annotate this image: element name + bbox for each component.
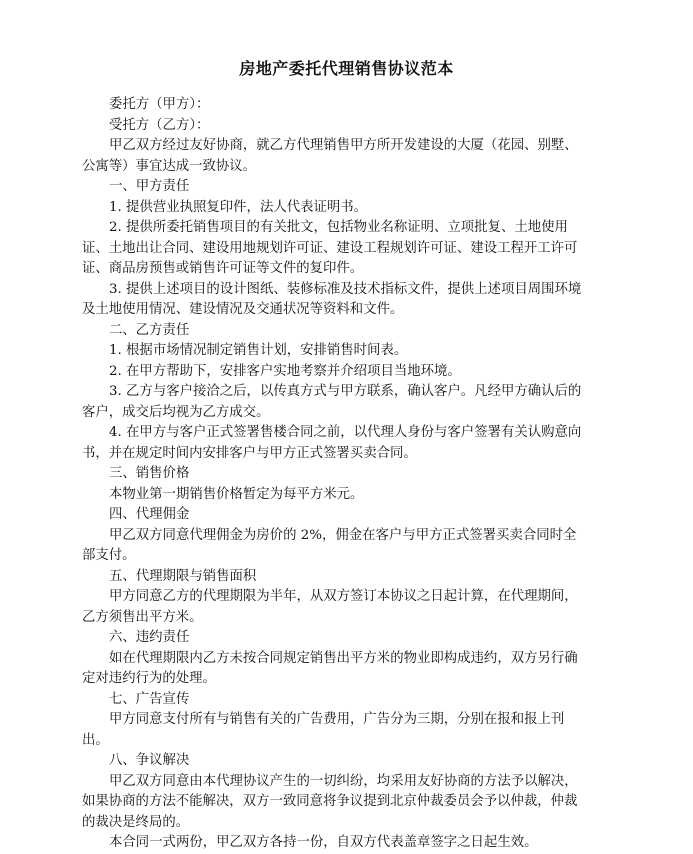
paragraph-effective: 本合同一式两份，甲乙双方各持一份，自双方代表盖章签字之日起生效。 (109, 835, 538, 850)
list-item: 2. 在甲方帮助下，安排客户实地考察并介绍项目当地环境。 (109, 363, 461, 379)
document-title: 房地产委托代理销售协议范本 (239, 59, 454, 78)
list-item: 3. 乙方与客户接洽之后，以传真方式与甲方联系，确认客户。凡经甲方确认后的客户，成交后均视为乙方成交。 (82, 384, 582, 420)
list-item: 1. 根据市场情况制定销售计划，安排销售时间表。 (109, 343, 408, 358)
paragraph-client: 委托方（甲方）： (109, 97, 210, 112)
paragraph-dispute: 甲乙双方同意由本代理协议产生的一切纠纷，均采用友好协商的方法予以解决，如果协商的方法不能解决，双方一致同意将争议提到北京仲裁委员会予以仲裁，仲裁的裁决是终局的。 (82, 773, 578, 830)
list-item: 4. 在甲方与客户正式签署售楼合同之前，以代理人身份与客户签署有关认购意向书，并在规定时间内安排客户与甲方正式签署买卖合同。 (82, 425, 582, 461)
section-heading-price: 三、销售价格 (109, 466, 190, 481)
list-item: 3. 提供上述项目的设计图纸、装修标准及技术指标文件，提供上述项目周围环境及土地使用情况、建设情况及交通状况等资料和文件。 (82, 281, 582, 317)
section-heading-advertising: 七、广告宣传 (109, 691, 190, 707)
paragraph-price: 本物业第一期销售价格暂定为每平方米元。 (109, 486, 364, 502)
section-heading-commission: 四、代理佣金 (109, 507, 190, 522)
section-heading-dispute: 八、争议解决 (109, 753, 190, 768)
paragraph-term: 甲方同意乙方的代理期限为半年，从双方签订本协议之日起计算，在代理期间，乙方须售出平方米。 (82, 589, 578, 625)
paragraph-commission: 甲乙双方同意代理佣金为房价的 2%，佣金在客户与甲方正式签署买卖合同时全部支付。 (82, 527, 577, 563)
paragraph-breach: 如在代理期限内乙方未按合同规定销售出平方米的物业即构成违约，双方另行确定对违约行为的处理。 (82, 650, 578, 686)
section-heading-breach: 六、违约责任 (109, 630, 190, 645)
paragraph-agent: 受托方（乙方）： (109, 117, 210, 133)
list-item: 2. 提供所委托销售项目的有关批文，包括物业名称证明、立项批复、土地使用证、土地出让合同、建设用地规划许可证、建设工程规划许可证、建设工程开工许可证、商品房预售或销售许可证等文件的复印件。 (82, 220, 578, 276)
document-body (82, 95, 587, 854)
section-heading-party-b: 二、乙方责任 (109, 322, 190, 338)
paragraph-intro: 甲乙双方经过友好协商，就乙方代理销售甲方所开发建设的大厦（花园、别墅、公寓等）事宜达成一致协议。 (82, 138, 578, 174)
paragraph-advertising: 甲方同意支付所有与销售有关的广告费用，广告分为三期，分别在报和报上刊出。 (82, 712, 565, 748)
section-heading-term: 五、代理期限与销售面积 (109, 568, 257, 584)
section-heading-party-a: 一、甲方责任 (109, 179, 190, 194)
list-item: 1. 提供营业执照复印件，法人代表证明书。 (109, 199, 368, 215)
